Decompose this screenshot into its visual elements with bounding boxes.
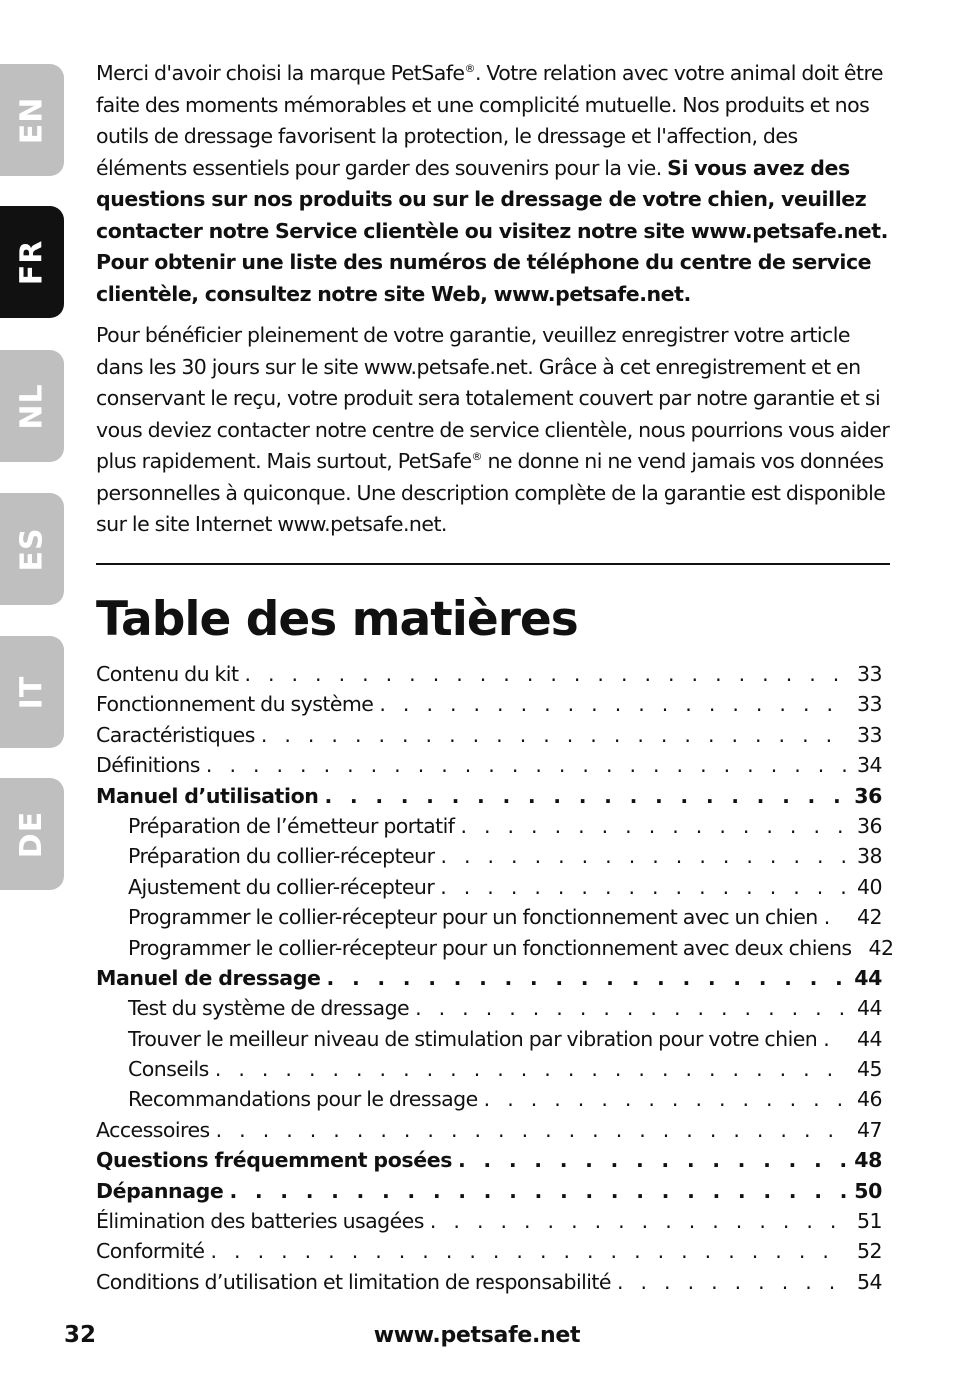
toc-leader-dots <box>458 1145 846 1175</box>
toc-leader-dots <box>327 963 846 993</box>
toc-entry[interactable] <box>96 872 882 902</box>
toc-entry-page: 33 <box>857 662 882 686</box>
toc-leader-dots <box>440 872 846 902</box>
page-title: Table des matières <box>96 592 578 647</box>
toc-entry-page: 44 <box>857 1026 882 1051</box>
tab-it[interactable] <box>0 636 64 748</box>
intro-contact-text: Si vous avez des questions sur nos produits ou sur le dressage de votre chien, veuillez contacter notre Service clientèle ou visitez notre site www.petsafe.net. Pour obtenir une liste des numéros de téléphone du centre de service clientèle, consultez notre site Web, www.petsafe.net. <box>96 155 888 306</box>
toc-entry-page: 33 <box>857 692 882 717</box>
toc-entry-label: Questions fréquemment posées <box>96 1148 452 1173</box>
toc-leader-dots <box>460 811 846 841</box>
toc-entry-page: 44 <box>857 996 882 1021</box>
toc-entry-page: 38 <box>857 844 882 869</box>
toc-entry-page: 46 <box>857 1087 882 1112</box>
toc-entry-page: 54 <box>857 1269 882 1294</box>
tab-label: FR <box>14 239 50 285</box>
toc-leader-dots <box>216 1115 846 1145</box>
tab-label: NL <box>14 382 50 430</box>
toc-leader-dots <box>229 1176 846 1206</box>
toc-entry-page: 42 <box>868 935 894 960</box>
tab-label: ES <box>14 526 50 572</box>
tab-de[interactable] <box>0 778 64 890</box>
intro-paragraph-2 <box>96 320 890 541</box>
toc-entry-label: Manuel de dressage <box>96 965 321 990</box>
section-divider <box>96 563 890 565</box>
toc-leader-dots <box>324 781 846 811</box>
toc-entry-label: Test du système de dressage <box>128 996 410 1021</box>
toc-entry-label: Définitions <box>96 753 200 778</box>
toc-entry-page: 36 <box>857 813 882 838</box>
footer-url: www.petsafe.net <box>373 1323 581 1348</box>
toc-leader-dots <box>824 902 846 932</box>
warranty-text: Pour bénéficier pleinement de votre garantie, veuillez enregistrer votre article dans les 30 jours sur le site www.petsafe.net. Grâce à cet enregistrement et en conservant le reçu, votre produit sera totalement couvert par notre garantie et si vous deviez contacter notre centre de service clientèle, nous pourrions vous aider plus rapidement. Mais surtout, PetSafe <box>96 323 890 473</box>
toc-leader-dots <box>261 720 846 750</box>
toc-leader-dots <box>823 1024 846 1054</box>
toc-entry-label: Préparation du collier-récepteur <box>128 844 435 869</box>
toc-entry[interactable] <box>96 1236 882 1266</box>
toc-entry[interactable] <box>96 1145 882 1175</box>
toc-entry-label: Accessoires <box>96 1117 210 1142</box>
toc-entry-label: Élimination des batteries usagées <box>96 1209 424 1234</box>
toc-entry-page: 52 <box>857 1239 882 1264</box>
tab-es[interactable] <box>0 493 64 605</box>
toc-entry-page: 44 <box>854 965 882 990</box>
registered-mark: ® <box>464 62 475 75</box>
toc-entry[interactable] <box>96 1206 882 1236</box>
tab-label: DE <box>14 810 50 858</box>
toc-entry[interactable] <box>96 1024 882 1054</box>
tab-label: IT <box>14 675 50 709</box>
toc-leader-dots <box>430 1206 846 1236</box>
toc-entry[interactable] <box>96 811 882 841</box>
warranty-text: ne donne ni ne vend jamais vos données personnelles à quiconque. Une description complète de la garantie est disponible sur le site Internet www.petsafe.net. <box>96 449 886 536</box>
toc-entry-page: 36 <box>854 783 882 808</box>
toc-entry[interactable] <box>96 841 882 871</box>
toc-leader-dots <box>211 1236 847 1266</box>
toc-leader-dots <box>244 659 846 689</box>
toc-entry-label: Ajustement du collier-récepteur <box>128 874 435 899</box>
intro-paragraph-1 <box>96 58 890 310</box>
tab-en[interactable] <box>0 64 64 176</box>
toc-leader-dots <box>379 689 846 719</box>
toc-entry-page: 51 <box>857 1209 882 1234</box>
toc-entry[interactable] <box>96 902 882 932</box>
toc-entry-label: Fonctionnement du système <box>96 692 374 717</box>
toc-entry[interactable] <box>96 659 882 689</box>
toc-entry[interactable] <box>96 750 882 780</box>
toc-entry[interactable] <box>96 1176 882 1206</box>
toc-entry[interactable] <box>96 933 894 963</box>
toc-entry-page: 42 <box>857 905 882 930</box>
language-tabs <box>0 0 64 1400</box>
toc-entry-label: Trouver le meilleur niveau de stimulation par vibration pour votre chien <box>128 1026 818 1051</box>
toc-leader-dots <box>484 1084 846 1114</box>
tab-label: EN <box>14 96 50 144</box>
toc-entry[interactable] <box>96 963 882 993</box>
toc-leader-dots <box>215 1054 846 1084</box>
toc-entry[interactable] <box>96 993 882 1023</box>
tab-fr[interactable] <box>0 206 64 318</box>
toc-entry[interactable] <box>96 1084 882 1114</box>
toc-entry[interactable] <box>96 689 882 719</box>
toc-entry[interactable] <box>96 1054 882 1084</box>
toc-entry-label: Contenu du kit <box>96 662 239 686</box>
toc-entry-label: Caractéristiques <box>96 722 255 747</box>
intro-section <box>96 58 890 541</box>
toc-entry-page: 45 <box>857 1057 882 1082</box>
toc-entry-label: Recommandations pour le dressage <box>128 1087 478 1112</box>
intro-text: Merci d'avoir choisi la marque PetSafe <box>96 61 465 85</box>
toc-entry-page: 48 <box>854 1148 882 1173</box>
toc-leader-dots <box>440 841 846 871</box>
toc-entry-label: Dépannage <box>96 1178 224 1203</box>
toc-leader-dots <box>617 1267 846 1297</box>
toc-entry[interactable] <box>96 1267 882 1297</box>
page-number: 32 <box>64 1322 97 1348</box>
toc-entry-label: Programmer le collier-récepteur pour un fonctionnement avec un chien <box>128 905 818 930</box>
toc-entry[interactable] <box>96 781 882 811</box>
table-of-contents <box>96 659 894 1297</box>
tab-nl[interactable] <box>0 350 64 462</box>
toc-entry-label: Manuel d’utilisation <box>96 783 319 808</box>
intro-text: . Votre relation avec votre animal doit être faite des moments mémorables et une complicité mutuelle. Nos produits et nos outils de dressage favorisent la protection, le dressage et l'affection, des éléments essentiels pour garder des souvenirs pour la vie. <box>96 61 883 180</box>
toc-entry-label: Conditions d’utilisation et limitation de responsabilité <box>96 1269 611 1294</box>
toc-entry-label: Programmer le collier-récepteur pour un fonctionnement avec deux chiens <box>128 935 852 960</box>
toc-entry-page: 47 <box>857 1117 882 1142</box>
toc-entry-label: Conseils <box>128 1057 209 1082</box>
registered-mark: ® <box>471 450 482 463</box>
toc-entry-page: 34 <box>857 753 882 778</box>
toc-entry[interactable] <box>96 720 882 750</box>
toc-entry[interactable] <box>96 1115 882 1145</box>
toc-entry-page: 50 <box>854 1178 882 1203</box>
toc-leader-dots <box>206 750 846 780</box>
toc-entry-page: 33 <box>857 722 882 747</box>
toc-entry-label: Conformité <box>96 1239 205 1264</box>
toc-entry-page: 40 <box>857 874 882 899</box>
toc-leader-dots <box>415 993 846 1023</box>
toc-entry-label: Préparation de l’émetteur portatif <box>128 813 455 838</box>
